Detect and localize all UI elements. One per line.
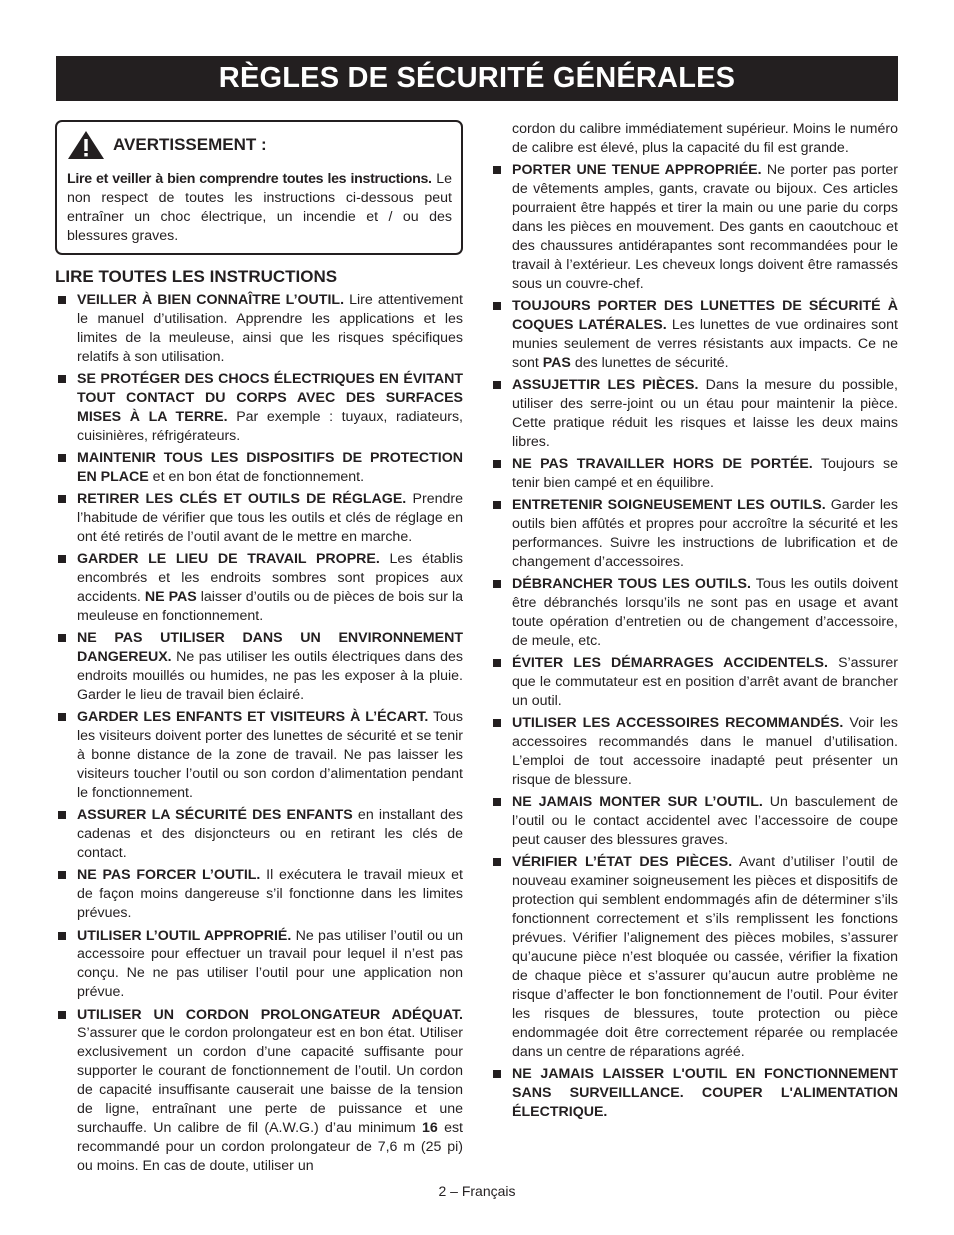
list-item-text: Ne pas utiliser les outils électriques dans des endroits mouillés ou humides, ne pas les exposer à la pluie. Garder le lieu de travail bien éclairé. (77, 649, 463, 704)
list-item-head: RETIRER LES CLÉS ET OUTILS DE RÉGLAGE. (77, 491, 407, 508)
right-safety-list (490, 120, 898, 1122)
list-item-head: PORTER UNE TENUE APPROPRIÉE. (512, 162, 762, 179)
list-item-text: Lire attentivement le manuel d’utilisation. Apprendre les applications et les limites de la meuleuse, ainsi que les risques spécifiques relatifs à son utilisation. (77, 292, 463, 365)
list-item-text: S’assurer que le commutateur est en position d’arrêt avant de brancher un outil. (512, 655, 898, 710)
section-title: LIRE TOUTES LES INSTRUCTIONS (55, 267, 338, 286)
list-item-text: et en bon état de fonctionnement. (148, 468, 365, 485)
list-item (55, 291, 463, 367)
list-item (55, 1006, 463, 1176)
list-item (55, 370, 463, 446)
list-item-text2: laisser d’outils ou de pièces de bois sur la meuleuse en fonctionnement. (77, 589, 463, 625)
warning-box (55, 120, 463, 255)
list-item-text: Avant d’utiliser l’outil de nouveau examiner soigneusement les pièces et dispositifs de protection qui semblent endommagés afin de déterminer s’ils fonctionnent correctement et s’ils remplissent les fonctions prévues. Vérifier l’alignement des pièces mobiles, s’assurer qu’aucune pièce n’est bloquée ou cassée, vérifier la fixation de chaque pièce et s’assurer qu’aucun autre problème ne risque d’affecter le bon fonctionnement de l’outil. Pour éviter les risques de blessures, toute protection ou pièce endommagée doit être correctement réparée ou remplacée dans un centre de réparations agréé. (512, 854, 898, 1060)
list-item-head: UTILISER L’OUTIL APPROPRIÉ. (77, 927, 292, 944)
list-item-head: UTILISER UN CORDON PROLONGATEUR ADÉQUAT. (77, 1006, 463, 1023)
list-item-head: NE JAMAIS LAISSER L'OUTIL EN FONCTIONNEMENT SANS SURVEILLANCE. COUPER L'ALIMENTATION ÉLECTRIQUE. (512, 1065, 898, 1120)
list-item (490, 575, 898, 651)
page-number: 2 – Français (438, 1183, 516, 1199)
list-item-head: ÉVITER LES DÉMARRAGES ACCIDENTELS. (512, 655, 828, 672)
warning-title: AVERTISSEMENT : (113, 135, 267, 154)
list-item-text: Ne pas utiliser l’outil ou un accessoire pour effectuer un travail pour lequel il n’est pas conçu. Ne ne pas utiliser l’outil pour une application non prévue. (77, 927, 463, 1001)
list-item-head: NE PAS TRAVAILLER HORS DE PORTÉE. (512, 455, 813, 472)
list-item-text: S’assurer que le cordon prolongateur est en bon état. Utiliser exclusivement un cordon d’une capacité suffisante pour supporter le courant de fonctionnement de l’outil. Un cordon de capacité insuffisante causerait une baisse de la tension de ligne, entraînant une perte de puissance et une surchauffe. Un calibre de fil (A.W.G.) d’au minimum (77, 1025, 463, 1136)
list-item-text: Les lunettes de vue ordinaires sont munies seulement de verres résistants aux impacts. Ce ne sont (512, 316, 898, 371)
list-item-head: TOUJOURS PORTER DES LUNETTES DE SÉCURITÉ À COQUES LATÉRALES. (512, 297, 898, 333)
list-item (55, 708, 463, 803)
list-item (55, 927, 463, 1003)
list-item-head: ASSUJETTIR LES PIÈCES. (512, 376, 699, 393)
list-item (490, 793, 898, 850)
list-item (490, 654, 898, 711)
list-item-head: UTILISER LES ACCESSOIRES RECOMMANDÉS. (512, 715, 844, 732)
list-item-text: Garder les outils bien affûtés et propres pour accroître la sécurité et les performances. Suivre les instructions de lubrification et de changement d’accessoires. (512, 497, 898, 570)
list-item (55, 866, 463, 923)
list-item (490, 161, 898, 293)
warning-lead: Lire et veiller à bien comprendre toutes les instructions. (67, 171, 432, 187)
list-item-head: ENTRETENIR SOIGNEUSEMENT LES OUTILS. (512, 497, 826, 514)
list-item-bold2: NE PAS (144, 589, 197, 606)
list-item-text: Toujours se tenir bien campé et en équilibre. (512, 455, 898, 491)
warning-body: Le non respect de toutes les instructions ci-dessous peut entraîner un choc électrique, un incendie et / ou des blessures graves. (67, 171, 452, 244)
list-item-text: en installant des cadenas et des disjoncteurs ou en retirant les clés de contact. (77, 807, 463, 862)
list-item (55, 550, 463, 626)
warning-header (67, 130, 452, 160)
list-item (55, 629, 463, 705)
list-item (490, 496, 898, 572)
list-item (490, 376, 898, 452)
list-item-text: Tous les outils doivent être débranchés lorsqu’ils ne sont pas en usage et avant toute opération d’entretien ou de changement d’accessoire, de meule, etc. (512, 576, 898, 649)
list-item-continuation: cordon du calibre immédiatement supérieur. Moins le numéro de calibre est élevé, plus la capacité du fil est grande. (512, 121, 898, 156)
left-column (55, 120, 463, 1179)
list-item-head: NE PAS UTILISER DANS UN ENVIRONNEMENT DANGEREUX. (77, 630, 463, 666)
page-title: RÈGLES DE SÉCURITÉ GÉNÉRALES (56, 56, 898, 101)
list-item-text: Voir les accessoires recommandés dans le manuel d’utilisation. L’emploi de tout accessoire inadapté peut présenter un risque de blessure. (512, 715, 899, 789)
list-item-text2: est recommandé pour un cordon prolongateur de 7,6 m (25 pi) ou moins. En cas de doute, utiliser un (77, 1119, 464, 1174)
left-safety-list (55, 291, 463, 1176)
list-item (55, 449, 463, 487)
list-item-head: GARDER LE LIEU DE TRAVAIL PROPRE. (77, 551, 380, 568)
warning-triangle-icon (67, 130, 105, 160)
list-item-text: Dans la mesure du possible, utiliser des serre-joint ou un étau pour maintenir la pièce. Cette pratique réduit les risques et laisse les deux mains libres. (512, 376, 898, 450)
list-item-text2: des lunettes de sécurité. (570, 354, 729, 371)
list-item-bold2: PAS (542, 354, 571, 371)
list-item (55, 490, 463, 547)
list-item (55, 806, 463, 863)
list-item-text: Tous les visiteurs doivent porter des lunettes de sécurité et se tenir à bonne distance de la zone de travail. Ne pas laisser les visiteurs toucher l’outil ou son cordon d’alimentation pendant le fonctionnement. (77, 709, 464, 801)
right-column (490, 120, 898, 1125)
list-item (490, 714, 898, 790)
list-item (490, 853, 898, 1061)
list-item (490, 1065, 898, 1122)
list-item-head: ASSURER LA SÉCURITÉ DES ENFANTS (77, 807, 353, 824)
list-item-text: Ne porter pas porter de vêtements amples, gants, cravate ou bijoux. Ces articles pourraient être happés et tirer la main ou une parie du corps dans les pièces en mouvement. Des gants en caoutchouc et des chaussures antidérapantes sont recommandées pour le travail à l’extérieur. Les cheveux longs doivent être ramassés sous un couvre-chef. (512, 162, 898, 292)
list-item-text: Par exemple : tuyaux, radiateurs, cuisinières, réfrigérateurs. (77, 408, 463, 444)
list-item-head: GARDER LES ENFANTS ET VISITEURS À L’ÉCART. (77, 709, 429, 726)
list-item-head: NE PAS FORCER L’OUTIL. (77, 867, 261, 884)
list-item-text: Il exécutera le travail mieux et de façon moins dangereuse s’il fonctionne dans les limites prévues. (77, 867, 463, 922)
list-item-head: SE PROTÉGER DES CHOCS ÉLECTRIQUES EN ÉVITANT TOUT CONTACT DU CORPS AVEC DES SURFACES MISES À LA TERRE. (77, 371, 463, 425)
list-item-head: VEILLER À BIEN CONNAÎTRE L’OUTIL. (77, 292, 345, 308)
list-item-head: VÉRIFIER L’ÉTAT DES PIÈCES. (512, 854, 733, 871)
list-item (490, 455, 898, 493)
warning-text (67, 170, 452, 246)
list-item-text: Un basculement de l’outil ou le contact accidentel avec l’accessoire de coupe peut causer des blessures graves. (512, 794, 898, 849)
list-item-head: MAINTENIR TOUS LES DISPOSITIFS DE PROTECTION EN PLACE (77, 450, 463, 485)
list-item-head: NE JAMAIS MONTER SUR L’OUTIL. (512, 794, 763, 811)
list-item-bold2: 16 (422, 1119, 438, 1136)
list-item-head: DÉBRANCHER TOUS LES OUTILS. (512, 576, 751, 593)
list-item-text: Les établis encombrés et les endroits sombres sont propices aux accidents. (77, 551, 463, 606)
list-item-text: Prendre l’habitude de vérifier que tous les outils et clés de réglage en ont été retirés de l’outil avant de le mettre en marche. (77, 491, 463, 546)
list-item (490, 297, 898, 373)
